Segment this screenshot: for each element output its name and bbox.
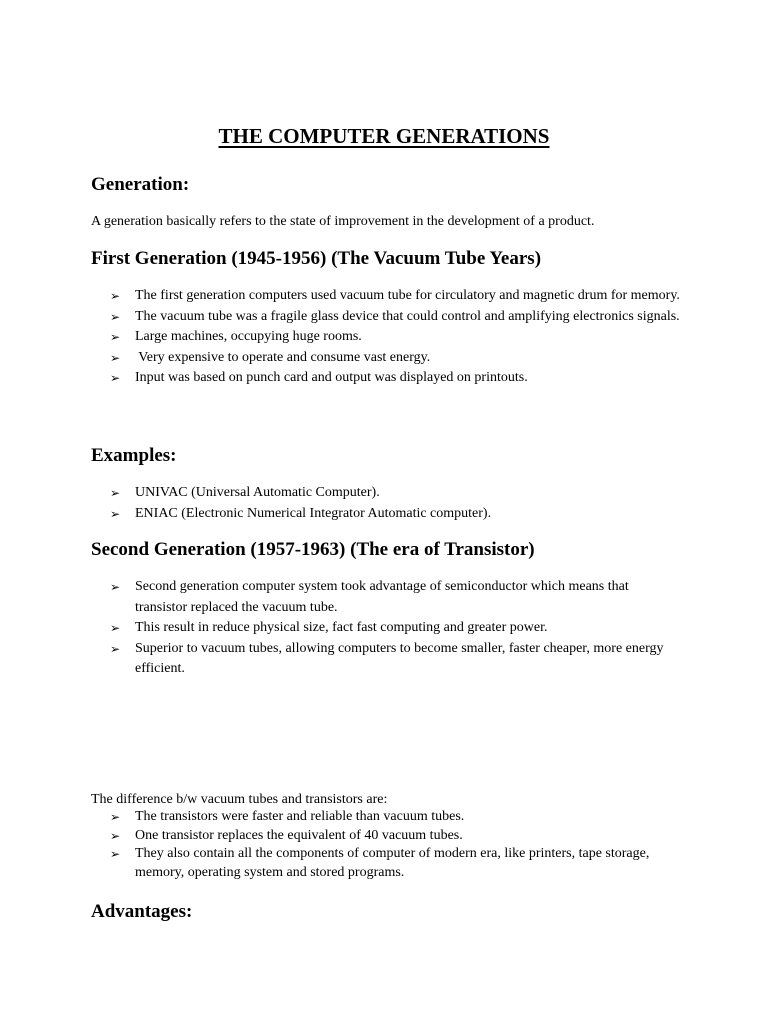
list-item xyxy=(110,483,680,504)
arrow-bullet-icon: ➢ xyxy=(110,309,121,324)
examples-heading: Examples: xyxy=(91,445,177,466)
arrow-bullet-icon: ➢ xyxy=(110,580,121,594)
list-item xyxy=(110,577,680,618)
arrow-bullet-icon: ➢ xyxy=(110,350,121,365)
examples-list xyxy=(110,483,680,524)
list-item-text: They also contain all the components of computer of modern era, like printers, tape storage, memory, operating system and stored programs. xyxy=(135,846,650,880)
arrow-bullet-icon: ➢ xyxy=(110,641,121,656)
arrow-bullet-icon: ➢ xyxy=(110,371,121,385)
list-item xyxy=(110,827,680,846)
list-item xyxy=(110,639,680,680)
arrow-bullet-icon: ➢ xyxy=(110,289,121,303)
arrow-bullet-icon: ➢ xyxy=(110,810,121,824)
arrow-bullet-icon: ➢ xyxy=(110,621,121,635)
list-item xyxy=(110,845,680,882)
list-item-text: Second generation computer system took advantage of semiconductor which means that transistor replaced the vacuum tube. xyxy=(135,579,629,615)
list-item xyxy=(110,307,680,328)
second-generation-list xyxy=(110,577,680,680)
list-item-text: Very expensive to operate and consume vast energy. xyxy=(135,349,431,365)
list-item-text: The vacuum tube was a fragile glass device that could control and amplifying electronics signals. xyxy=(135,308,680,324)
list-item-text: UNIVAC (Universal Automatic Computer). xyxy=(135,485,380,500)
arrow-bullet-icon: ➢ xyxy=(110,330,121,344)
list-item xyxy=(110,348,680,369)
arrow-bullet-icon: ➢ xyxy=(110,828,121,843)
list-item-text: The first generation computers used vacuum tube for circulatory and magnetic drum for memory. xyxy=(135,288,680,303)
list-item xyxy=(110,368,680,389)
list-item-text: One transistor replaces the equivalent of 40 vacuum tubes. xyxy=(135,827,463,843)
list-item-text: ENIAC (Electronic Numerical Integrator Automatic computer). xyxy=(135,505,492,521)
list-item-text: The transistors were faster and reliable than vacuum tubes. xyxy=(135,809,465,824)
difference-list xyxy=(110,808,680,882)
generation-heading: Generation: xyxy=(91,174,190,195)
list-item-text: This result in reduce physical size, fact fast computing and greater power. xyxy=(135,620,548,635)
generation-definition: A generation basically refers to the state of improvement in the development of a product. xyxy=(91,214,595,229)
list-item xyxy=(110,327,680,348)
list-item xyxy=(110,504,680,525)
second-generation-heading: Second Generation (1957-1963) (The era of Transistor) xyxy=(91,539,535,560)
arrow-bullet-icon: ➢ xyxy=(110,506,121,521)
arrow-bullet-icon: ➢ xyxy=(110,486,121,500)
difference-intro: The difference b/w vacuum tubes and transistors are: xyxy=(91,792,388,807)
list-item-text: Input was based on punch card and output was displayed on printouts. xyxy=(135,370,528,385)
list-item xyxy=(110,286,680,307)
document-title: THE COMPUTER GENERATIONS xyxy=(218,124,550,148)
first-generation-heading: First Generation (1945-1956) (The Vacuum Tube Years) xyxy=(91,248,542,269)
list-item xyxy=(110,618,680,639)
list-item-text: Superior to vacuum tubes, allowing computers to become smaller, faster cheaper, more energy efficient. xyxy=(135,640,664,676)
first-generation-list xyxy=(110,286,680,389)
list-item-text: Large machines, occupying huge rooms. xyxy=(135,329,362,344)
arrow-bullet-icon: ➢ xyxy=(110,847,121,861)
list-item xyxy=(110,808,680,827)
advantages-heading: Advantages: xyxy=(91,901,193,922)
